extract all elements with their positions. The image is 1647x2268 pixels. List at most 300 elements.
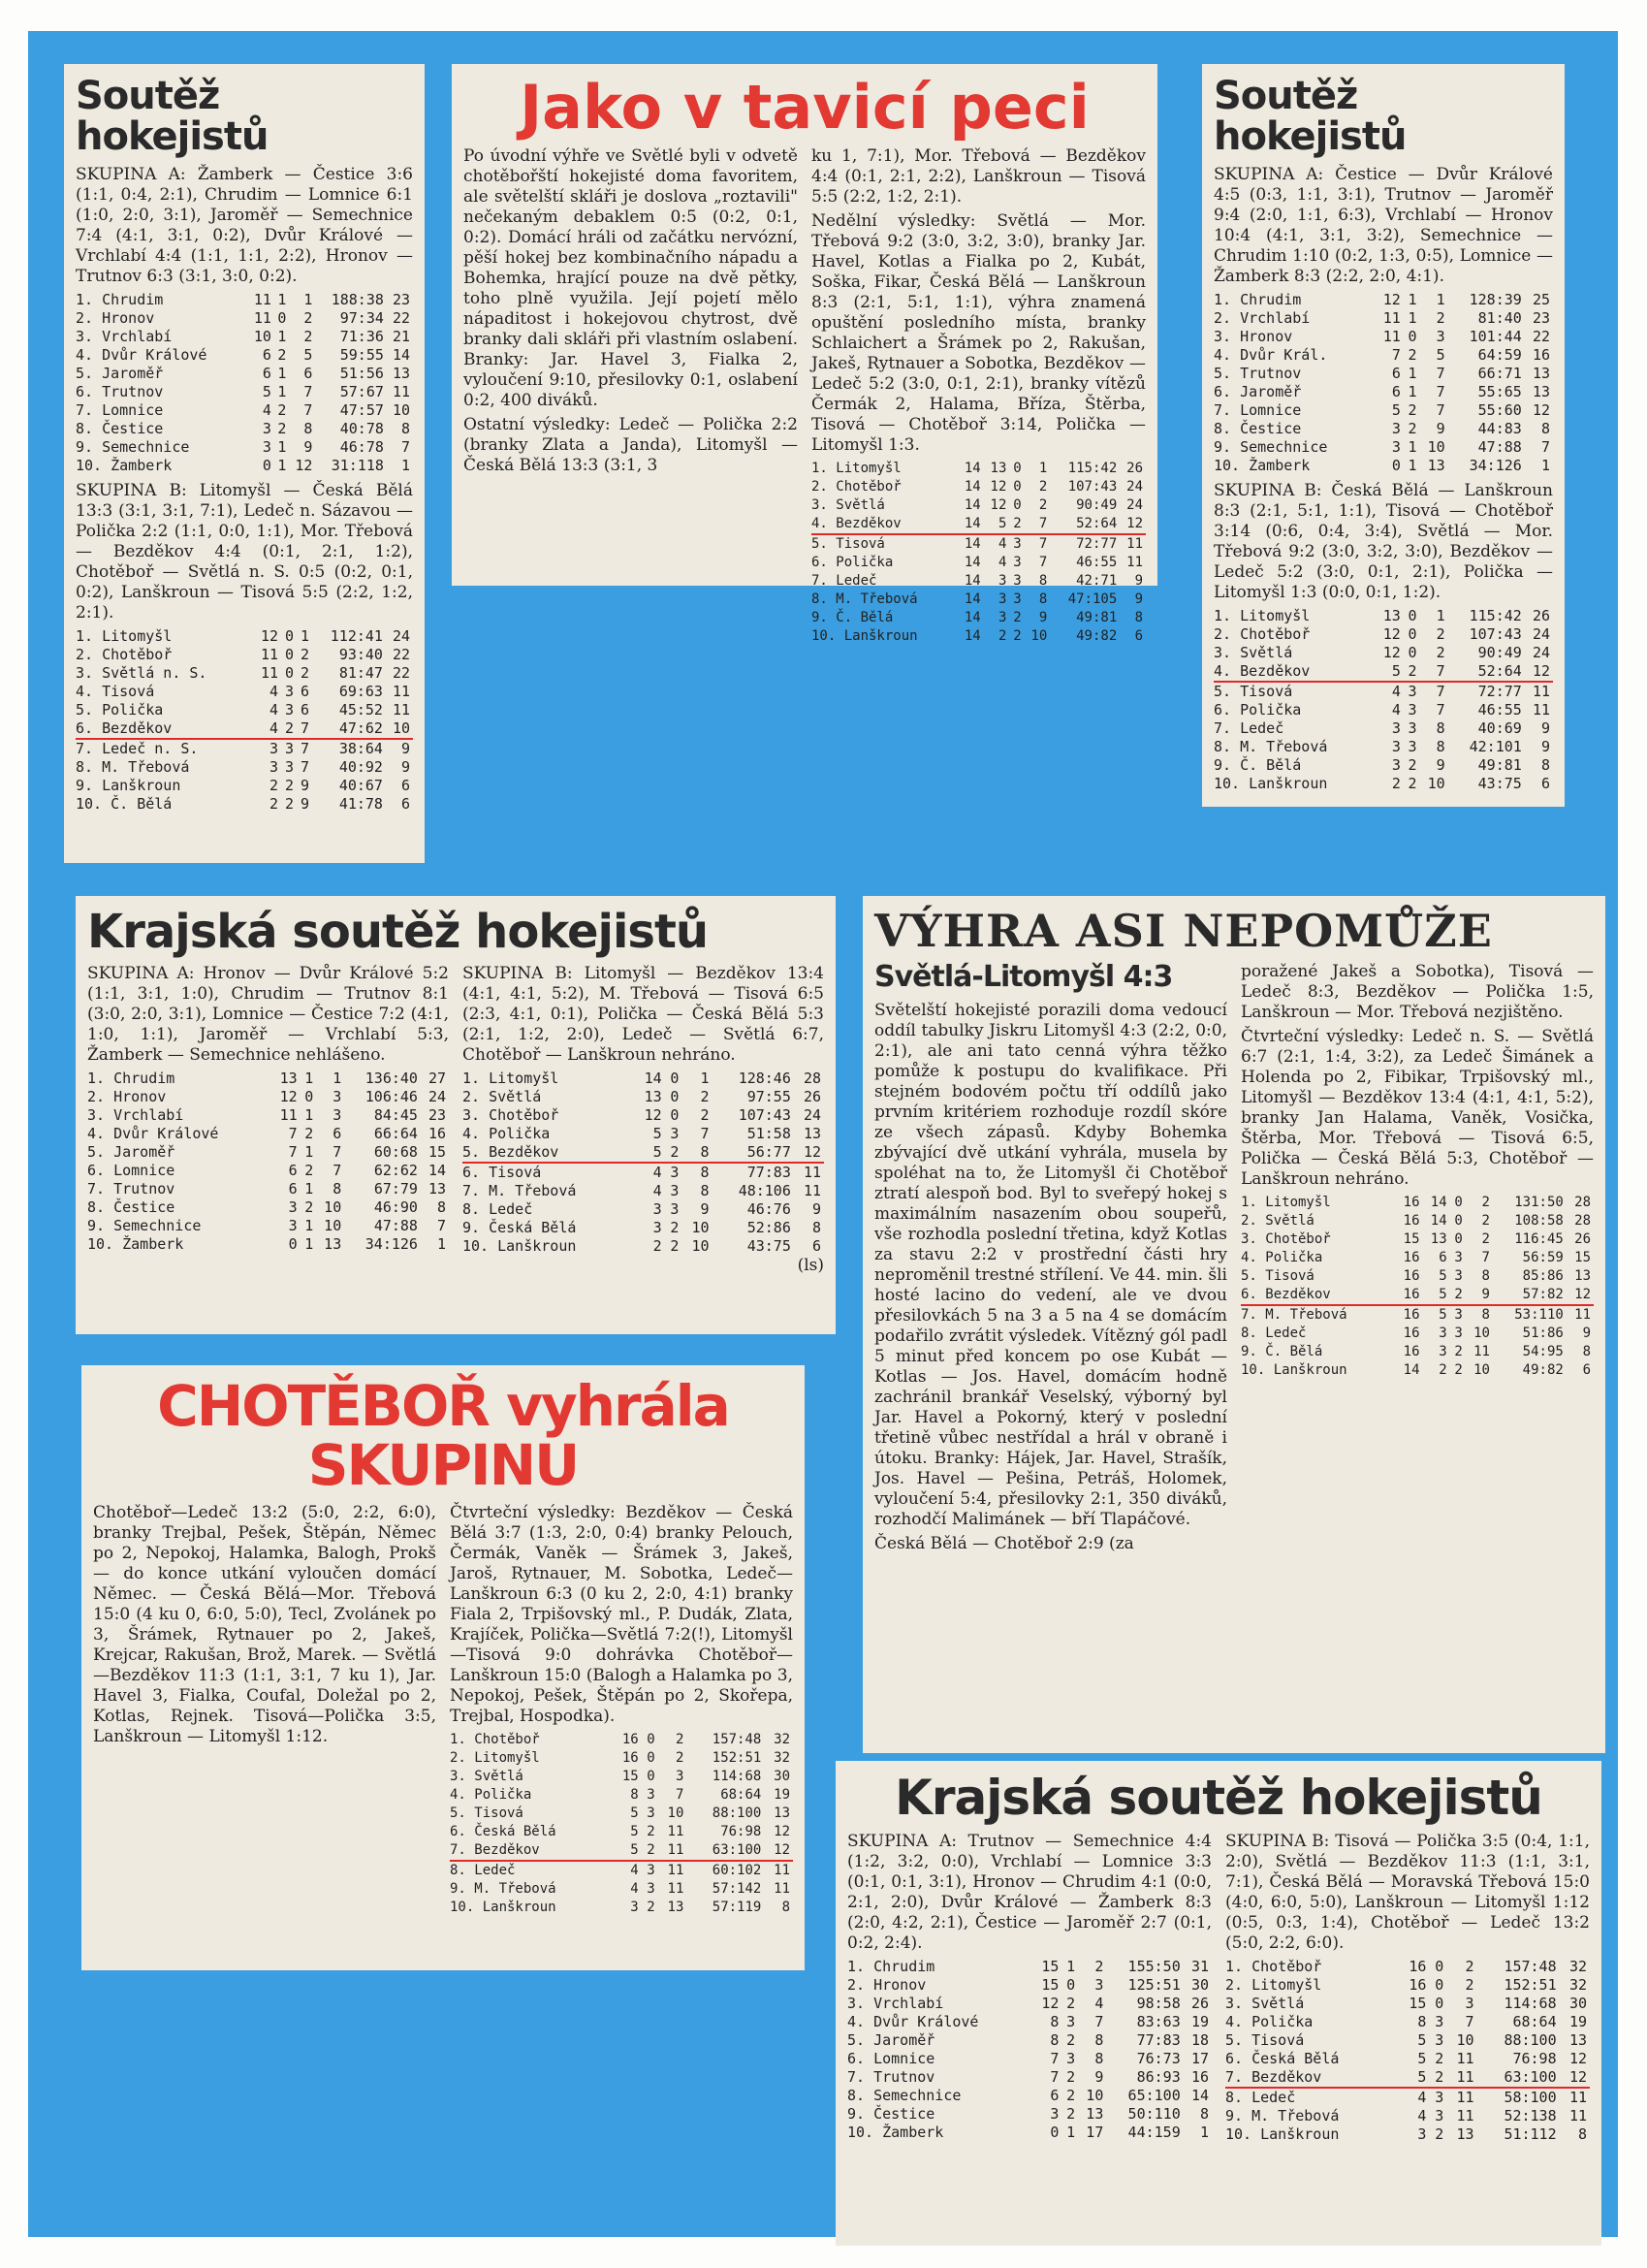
team-cell: 1. Chotěboř bbox=[450, 1731, 540, 1747]
stat-cell: 11 bbox=[803, 1182, 821, 1200]
stat-cell: 11 bbox=[1473, 1344, 1490, 1360]
team-cell: 3. Hronov bbox=[1214, 328, 1293, 345]
stat-cell: 1 bbox=[1436, 291, 1445, 308]
stat-cell: 3 bbox=[269, 758, 278, 776]
standings-row bbox=[847, 1995, 1212, 2013]
standings-table-a bbox=[87, 1070, 449, 1254]
standings-row bbox=[1214, 438, 1553, 457]
standings-row bbox=[811, 534, 1146, 554]
stat-cell: 14 bbox=[964, 555, 981, 571]
stat-cell: 13 bbox=[667, 1899, 684, 1915]
stat-cell: 7 bbox=[1391, 346, 1401, 364]
stat-cell: 9 bbox=[1134, 591, 1143, 608]
stat-cell: 27 bbox=[428, 1070, 446, 1088]
standings-row bbox=[76, 346, 413, 365]
stat-cell: 2 bbox=[1465, 1957, 1474, 1975]
stat-cell: 11 bbox=[1126, 555, 1143, 571]
stat-cell: 3 bbox=[269, 740, 278, 757]
stat-cell: 28 bbox=[803, 1070, 821, 1088]
standings-row bbox=[462, 1219, 824, 1237]
standings-row bbox=[76, 646, 413, 664]
stat-cell: 3 bbox=[1408, 683, 1417, 700]
stat-cell: 6 bbox=[1439, 1250, 1447, 1266]
stat-cell: 125:51 bbox=[1127, 1975, 1181, 1994]
stat-cell: 7 bbox=[1436, 401, 1445, 419]
stat-cell: 8 bbox=[1038, 573, 1048, 590]
results-paragraph: SKUPINA B: Tisová — Polička 3:5 (0:4, 1:1, 2:0), Světlá — Bezděkov 11:3 (1:1, 3:1, 7:1), Česká Bělá — Moravská Třebová 15:0 (4:0, 6:0, 5:0), Lanškroun — Litomyšl 1:12 (0:5, 0:3, 1:4), Chotěboř — Ledeč 13:2 (5:0, 2:2, 6:0). bbox=[1225, 1831, 1590, 1953]
team-cell: 4. Polička bbox=[1241, 1250, 1323, 1266]
stat-cell: 3 bbox=[1435, 2106, 1444, 2124]
stat-cell: 2 bbox=[1435, 2049, 1444, 2067]
stat-cell: 9 bbox=[1540, 738, 1550, 755]
stat-cell: 52:138 bbox=[1504, 2106, 1557, 2124]
team-cell: 2. Hronov bbox=[76, 309, 155, 327]
standings-row bbox=[1214, 309, 1553, 328]
stat-cell: 3 bbox=[1435, 2030, 1444, 2049]
article-text: poražené Jakeš a Sobotka), Tisová — Ledeč 8:3, Bezděkov — Polička 1:5, Lanškroun — Mor. Třebová nezjištěno. bbox=[1241, 962, 1594, 1023]
standings-row bbox=[87, 1088, 449, 1106]
team-cell: 7. Lomnice bbox=[76, 401, 164, 419]
standings-row bbox=[1214, 719, 1553, 738]
team-cell: 6. Česká Bělá bbox=[450, 1823, 556, 1839]
stat-cell: 6 bbox=[262, 346, 271, 364]
stat-cell: 0 bbox=[1408, 625, 1417, 643]
standings-row bbox=[76, 777, 413, 795]
team-cell: 5. Jaroměř bbox=[87, 1143, 175, 1162]
team-cell: 7. Ledeč bbox=[811, 573, 877, 590]
stat-cell: 0 bbox=[1050, 2123, 1060, 2141]
stat-cell: 7 bbox=[436, 1217, 446, 1235]
stat-cell: 8 bbox=[1050, 2030, 1060, 2049]
stat-cell: 9 bbox=[400, 740, 410, 757]
stat-cell: 12 bbox=[794, 1143, 824, 1163]
stat-cell: 10 bbox=[1427, 775, 1445, 792]
stat-cell: 3 bbox=[1454, 1307, 1463, 1324]
stat-cell: 1 bbox=[277, 365, 287, 382]
article-text: Chotěboř—Ledeč 13:2 (5:0, 2:2, 6:0), branky Trejbal, Pešek, Štěpán, Němec po 2, Nepokoj, Halamka, Balogh, Prokš — do konce utkání vyloučen domácí Němec. — Česká Bělá—Mor. Třebová 15:0 (4 ku 0, 6:0, 5:0), Tecl, Zvolánek po 3, Šrámek, Rytnauer po 2, Jakeš, Krejcar, Rakušan, Brož, Marek. — Světlá—Bezděkov 11:3 (1:1, 3:1, 7 ku 1), Jar. Havel 3, Fialka, Coufal, Doležal po 2, Kotlas, Rejnek. Tisová—Polička 3:5, Lanškroun — Litomyšl 1:12. bbox=[93, 1502, 436, 1746]
standings-row bbox=[1241, 1194, 1594, 1212]
team-cell: 3. Chotěboř bbox=[462, 1106, 559, 1125]
stat-cell: 3 bbox=[647, 1805, 655, 1821]
stat-cell: 46:76 bbox=[746, 1200, 791, 1219]
stat-cell: 3 bbox=[1408, 738, 1417, 755]
stat-cell: 11 bbox=[1532, 701, 1550, 719]
team-cell: 10. Č. Bělá bbox=[76, 795, 173, 813]
stat-cell: 2 bbox=[670, 1237, 680, 1256]
team-cell: 8. M. Třebová bbox=[76, 758, 190, 776]
team-cell: 2. Světlá bbox=[1241, 1213, 1314, 1230]
stat-cell: 4 bbox=[652, 1164, 662, 1182]
team-cell: 6. Lomnice bbox=[847, 2049, 935, 2067]
stat-cell: 11 bbox=[1456, 2049, 1474, 2067]
stat-cell: 8 bbox=[333, 1180, 342, 1198]
stat-cell: 14 bbox=[1190, 2086, 1209, 2104]
standings-row bbox=[1225, 2031, 1590, 2050]
stat-cell: 12 bbox=[1382, 625, 1401, 643]
team-cell: 3. Vrchlabí bbox=[87, 1106, 184, 1125]
stat-cell: 2 bbox=[1454, 1362, 1463, 1379]
stat-cell: 0 bbox=[1454, 1213, 1463, 1230]
stat-cell: 4 bbox=[262, 401, 271, 419]
stat-cell: 8 bbox=[1094, 2049, 1104, 2067]
team-cell: 2. Vrchlabí bbox=[1214, 309, 1311, 327]
team-cell: 2. Litomyšl bbox=[450, 1749, 540, 1766]
team-cell: 3. Světlá bbox=[811, 497, 885, 514]
team-cell: 2. Hronov bbox=[847, 1975, 927, 1994]
team-cell: 10. Žamberk bbox=[1214, 457, 1311, 474]
stat-cell: 8 bbox=[1417, 2012, 1427, 2030]
stat-cell: 17 bbox=[1190, 2049, 1209, 2067]
team-cell: 3. Světlá n. S. bbox=[76, 664, 207, 682]
standings-row bbox=[1225, 1958, 1590, 1976]
stat-cell: 1 bbox=[1408, 457, 1417, 474]
stat-cell: 21 bbox=[392, 328, 410, 345]
stat-cell: 7 bbox=[1094, 2012, 1104, 2030]
stat-cell: 0 bbox=[284, 627, 294, 645]
stat-cell: 18 bbox=[1190, 2030, 1209, 2049]
stat-cell: 14 bbox=[1430, 1195, 1447, 1211]
stat-cell: 14 bbox=[964, 536, 981, 553]
stat-cell: 51:56 bbox=[339, 365, 384, 382]
stat-cell: 22 bbox=[392, 309, 410, 327]
stat-cell: 97:55 bbox=[746, 1088, 791, 1106]
stat-cell: 3 bbox=[647, 1880, 655, 1897]
stat-cell: 128:46 bbox=[738, 1070, 791, 1088]
team-cell: 1. Chrudim bbox=[87, 1070, 175, 1088]
stat-cell: 3 bbox=[1391, 738, 1401, 755]
standings-table-b bbox=[1225, 1958, 1590, 2144]
standings-table-b bbox=[76, 627, 413, 814]
stat-cell: 55:60 bbox=[1477, 401, 1522, 419]
stat-cell: 3 bbox=[1408, 719, 1417, 737]
stat-cell: 13 bbox=[324, 1235, 342, 1254]
team-cell: 7. Ledeč n. S. bbox=[76, 740, 199, 757]
team-cell: 7. Lomnice bbox=[1214, 401, 1302, 419]
stat-cell: 6 bbox=[300, 701, 309, 719]
stat-cell: 2 bbox=[304, 1162, 314, 1180]
stat-cell: 3 bbox=[670, 1164, 680, 1182]
team-cell: 1. Litomyšl bbox=[76, 627, 173, 645]
stat-cell: 10 bbox=[324, 1198, 342, 1217]
stat-cell: 8 bbox=[303, 420, 313, 437]
stat-cell: 14 bbox=[964, 610, 981, 626]
stat-cell: 66:64 bbox=[373, 1125, 418, 1143]
standings-row bbox=[76, 719, 413, 739]
stat-cell: 0 bbox=[1435, 1957, 1444, 1975]
stat-cell: 13 bbox=[1086, 2104, 1104, 2123]
stat-cell: 25 bbox=[1532, 291, 1550, 308]
stat-cell: 84:45 bbox=[373, 1106, 418, 1125]
clipping-soutez-2 bbox=[1202, 64, 1565, 807]
standings-row bbox=[450, 1823, 793, 1841]
author-signature: (ls) bbox=[797, 1256, 824, 1276]
standings-row bbox=[1214, 365, 1553, 383]
team-cell: 5. Tisová bbox=[450, 1805, 523, 1821]
standings-row bbox=[847, 2031, 1212, 2050]
stat-cell: 49:82 bbox=[1522, 1362, 1564, 1379]
stat-cell: 9 bbox=[1582, 1326, 1591, 1342]
stat-cell: 10 bbox=[386, 719, 413, 739]
stat-cell: 2 bbox=[675, 1749, 684, 1766]
stat-cell: 16 bbox=[1403, 1344, 1420, 1360]
standings-row bbox=[1214, 607, 1553, 625]
standings-row bbox=[450, 1786, 793, 1805]
stat-cell: 49:81 bbox=[1076, 610, 1118, 626]
clipping-headline: CHOTĚBOŘ vyhrála SKUPINU bbox=[157, 1373, 729, 1498]
clipping-headline: Krajská soutěž hokejistů bbox=[87, 905, 709, 959]
stat-cell: 64:59 bbox=[1477, 346, 1522, 364]
results-paragraph: SKUPINA A: Hronov — Dvůr Králové 5:2 (1:1, 3:1, 1:0), Chrudim — Trutnov 8:1 (3:0, 2:0, 3:1), Lomnice — Čestice 7:2 (4:1, 1:0, 1:1), Jaroměř — Vrchlabí 5:3, Žamberk — Semechnice nehlášeno. bbox=[87, 964, 449, 1066]
stat-cell: 2 bbox=[1436, 309, 1445, 327]
stat-cell: 8 bbox=[700, 1182, 710, 1200]
stat-cell: 11 bbox=[658, 1841, 687, 1861]
clipping-chotebor-vyhrala-skupinu bbox=[81, 1365, 805, 1970]
stat-cell: 2 bbox=[1481, 1231, 1490, 1248]
team-cell: 8. Ledeč bbox=[1225, 2088, 1296, 2106]
team-cell: 4. Dvůr Král. bbox=[1214, 346, 1328, 364]
stat-cell: 2 bbox=[652, 1237, 662, 1256]
stat-cell: 11 bbox=[1456, 2106, 1474, 2124]
stat-cell: 6 bbox=[1391, 365, 1401, 382]
stat-cell: 53:110 bbox=[1514, 1307, 1564, 1324]
standings-row bbox=[1214, 625, 1553, 644]
stat-cell: 1 bbox=[304, 1143, 314, 1162]
stat-cell: 2 bbox=[304, 1198, 314, 1217]
stat-cell: 2 bbox=[665, 1143, 682, 1163]
stat-cell: 13 bbox=[990, 461, 1007, 477]
stat-cell: 8 bbox=[630, 1786, 639, 1803]
stat-cell: 11 bbox=[253, 309, 271, 327]
team-cell: 6. Jaroměř bbox=[1214, 383, 1302, 400]
stat-cell: 115:42 bbox=[1469, 607, 1522, 624]
standings-table bbox=[450, 1731, 793, 1917]
standings-row bbox=[811, 627, 1146, 646]
team-cell: 5. Jaroměř bbox=[847, 2030, 935, 2049]
standings-row bbox=[1225, 2013, 1590, 2031]
stat-cell: 11 bbox=[1456, 2088, 1474, 2106]
stat-cell: 11 bbox=[392, 683, 410, 700]
stat-cell: 6 bbox=[1050, 2086, 1060, 2104]
team-cell: 1. Chrudim bbox=[847, 1957, 935, 1975]
stat-cell: 5 bbox=[1376, 662, 1404, 682]
team-cell: 2. Světlá bbox=[462, 1088, 542, 1106]
stat-cell: 8 bbox=[436, 1198, 446, 1217]
stat-cell: 11 bbox=[774, 1880, 790, 1897]
stat-cell: 3 bbox=[1435, 2012, 1444, 2030]
standings-row bbox=[811, 554, 1146, 572]
stat-cell: 112:41 bbox=[330, 627, 383, 645]
stat-cell: 97:34 bbox=[339, 309, 384, 327]
stat-cell: 2 bbox=[1066, 2030, 1076, 2049]
article-text: Nedělní výsledky: Světlá — Mor. Třebová 9:2 (3:0, 3:2, 3:0), branky Jar. Havel, Kotlas a Fialka po 2, Kubát, Soška, Fikar, Česká Bělá — Lanškroun 8:3 (2:1, 5:1, 1:1), výhra znamená opuštění posledního místa, branky Schlaichert a Šrámek po 2, Rakušan, Jakeš, Rytnauer a Sobotka, Bezděkov — Ledeč 5:2 (3:0, 0:1, 2:1), branky vítězů Čermák 2, Halama, Bříza, Štěrba, Tisová — Chotěboř 3:14, Polička — Litomyšl 1:3. bbox=[811, 211, 1146, 456]
team-cell: 9. M. Třebová bbox=[450, 1880, 556, 1897]
standings-row bbox=[1241, 1343, 1594, 1361]
stat-cell: 1 bbox=[400, 457, 410, 474]
stat-cell: 14 bbox=[964, 591, 981, 608]
stat-cell: 5 bbox=[630, 1823, 639, 1839]
team-cell: 9. Česká Bělá bbox=[462, 1219, 577, 1237]
team-cell: 8. Semechnice bbox=[847, 2086, 962, 2104]
stat-cell: 63:100 bbox=[1477, 2068, 1560, 2088]
stat-cell: 86:93 bbox=[1136, 2067, 1181, 2086]
team-cell: 3. Světlá bbox=[450, 1768, 523, 1784]
stat-cell: 6 bbox=[1391, 383, 1401, 400]
clipping-krajska-soutez-1 bbox=[76, 896, 836, 1334]
team-cell: 6. Tisová bbox=[462, 1164, 542, 1182]
stat-cell: 85:86 bbox=[1522, 1268, 1564, 1285]
team-cell: 9. Lanškroun bbox=[76, 777, 181, 794]
results-paragraph: SKUPINA B: Česká Bělá — Lanškroun 8:3 (2:1, 5:1, 1:1), Tisová — Chotěboř 3:14 (0:6, 0:4, 3:4), Světlá — Mor. Třebová 9:2 (3:0, 3:2, 3:0), Bezděkov — Ledeč 5:2 (3:0, 0:1, 2:1), Polička — Litomyšl 1:3 (0:0, 0:1, 1:2). bbox=[1214, 481, 1553, 602]
stat-cell: 8 bbox=[1436, 719, 1445, 737]
stat-cell: 2 bbox=[1408, 756, 1417, 774]
stat-cell: 57:82 bbox=[1493, 1286, 1567, 1305]
stat-cell: 8 bbox=[1481, 1307, 1490, 1324]
stat-cell: 1 bbox=[1436, 607, 1445, 624]
stat-cell: 0 bbox=[304, 1088, 314, 1106]
stat-cell: 62:62 bbox=[373, 1162, 418, 1180]
stat-cell: 1 bbox=[1408, 438, 1417, 456]
stat-cell: 6 bbox=[811, 1237, 821, 1256]
stat-cell: 11 bbox=[392, 383, 410, 400]
stat-cell: 107:43 bbox=[1469, 625, 1522, 643]
stat-cell: 3 bbox=[1094, 1975, 1104, 1994]
stat-cell: 57:119 bbox=[712, 1899, 762, 1915]
stat-cell: 3 bbox=[998, 610, 1007, 626]
article-text: Česká Bělá — Chotěboř 2:9 (za bbox=[874, 1533, 1134, 1553]
stat-cell: 12 bbox=[1120, 515, 1146, 534]
stat-cell: 5 bbox=[635, 1143, 665, 1163]
standings-row bbox=[1214, 328, 1553, 346]
team-cell: 4. Bezděkov bbox=[811, 515, 958, 534]
stat-cell: 12 bbox=[1041, 1994, 1060, 2012]
standings-row bbox=[811, 460, 1146, 478]
stat-cell: 16 bbox=[1403, 1213, 1420, 1230]
standings-row bbox=[76, 328, 413, 346]
stat-cell: 6 bbox=[288, 1180, 298, 1198]
stat-cell: 3 bbox=[1066, 2012, 1076, 2030]
stat-cell: 4 bbox=[998, 536, 1007, 553]
standings-row bbox=[811, 609, 1146, 627]
team-cell: 6. Polička bbox=[811, 555, 894, 571]
stat-cell: 9 bbox=[700, 1200, 710, 1219]
stat-cell: 3 bbox=[1408, 701, 1417, 719]
standings-row bbox=[1225, 2050, 1590, 2068]
stat-cell: 5 bbox=[984, 515, 1010, 534]
team-cell: 5. Tisová bbox=[811, 536, 885, 553]
stat-cell: 9 bbox=[303, 438, 313, 456]
stat-cell: 1 bbox=[303, 291, 313, 308]
stat-cell: 77:83 bbox=[746, 1164, 791, 1182]
stat-cell: 7 bbox=[400, 438, 410, 456]
stat-cell: 14 bbox=[958, 515, 984, 534]
team-cell: 9. Semechnice bbox=[1214, 438, 1328, 456]
stat-cell: 69:63 bbox=[338, 683, 383, 700]
results-paragraph: SKUPINA A: Čestice — Dvůr Králové 4:5 (0:3, 1:1, 3:1), Trutnov — Jaroměř 9:4 (2:0, 1:1, 6:3), Vrchlabí — Hronov 10:4 (4:1, 3:1, 3:2), Semechnice — Chrudim 1:10 (0:2, 1:3, 0:5), Lomnice — Žamberk 8:3 (2:2, 2:0, 4:1). bbox=[1214, 165, 1553, 286]
stat-cell: 24 bbox=[1126, 479, 1143, 495]
stat-cell: 16 bbox=[1409, 1975, 1427, 1994]
standings-row bbox=[76, 627, 413, 646]
stat-cell: 1 bbox=[304, 1070, 314, 1088]
stat-cell: 12 bbox=[990, 479, 1007, 495]
standings-row bbox=[1214, 738, 1553, 756]
team-cell: 4. Dvůr Králové bbox=[847, 2012, 979, 2030]
stat-cell: 65:100 bbox=[1127, 2086, 1181, 2104]
stat-cell: 76:98 bbox=[720, 1823, 762, 1839]
stat-cell: 14 bbox=[392, 346, 410, 364]
stat-cell: 8 bbox=[1094, 2030, 1104, 2049]
stat-cell: 3 bbox=[284, 683, 294, 700]
stat-cell: 7 bbox=[1436, 383, 1445, 400]
stat-cell: 8 bbox=[1481, 1268, 1490, 1285]
stat-cell: 1 bbox=[277, 291, 287, 308]
standings-row bbox=[76, 457, 413, 475]
stat-cell: 0 bbox=[1408, 644, 1417, 661]
team-cell: 6. Lomnice bbox=[87, 1162, 175, 1180]
standings-row bbox=[1225, 2088, 1590, 2107]
stat-cell: 3 bbox=[647, 1862, 655, 1878]
clipping-jako-v-tavici-peci bbox=[452, 64, 1157, 645]
stat-cell: 2 bbox=[303, 309, 313, 327]
stat-cell: 188:38 bbox=[331, 291, 384, 308]
article-text: Po úvodní výhře ve Světlé byli v odvetě chotěbořští hokejisté doma favoritem, ale světelští skláři je doslova „roztavili" nečekaným debaklem 0:5 (0:2, 0:1, 0:2). Domácí hráli od začátku nervózní, pěší hokej bez kombinačního nápadu a Bohemka, hrající pouze na dvě pětky, toho plně využila. Její pojetí mělo nápaditost i hokejovou chytrost, dvě branky dali skláři při vlastním oslabení. Branky: Jar. Havel 3, Fialka 2, vyloučení 9:10, přesilovky 0:1, oslabení 0:2, 400 diváků. bbox=[463, 146, 798, 411]
stat-cell: 2 bbox=[642, 1841, 658, 1861]
stat-cell: 101:44 bbox=[1469, 328, 1522, 345]
stat-cell: 16 bbox=[1403, 1195, 1420, 1211]
stat-cell: 57:142 bbox=[712, 1880, 762, 1897]
stat-cell: 14 bbox=[428, 1162, 446, 1180]
stat-cell: 17 bbox=[1086, 2123, 1104, 2141]
standings-row bbox=[1214, 291, 1553, 309]
stat-cell: 2 bbox=[304, 1125, 314, 1143]
team-cell: 4. Dvůr Králové bbox=[76, 346, 207, 364]
stat-cell: 5 bbox=[1439, 1268, 1447, 1285]
team-cell: 4. Polička bbox=[1225, 2012, 1314, 2030]
stat-cell: 14 bbox=[1430, 1213, 1447, 1230]
stat-cell: 56:59 bbox=[1522, 1250, 1564, 1266]
clipping-headline: Soutěž hokejistů bbox=[1214, 74, 1407, 159]
stat-cell: 9 bbox=[811, 1200, 821, 1219]
stat-cell: 26 bbox=[803, 1088, 821, 1106]
standings-row bbox=[462, 1200, 824, 1219]
stat-cell: 13 bbox=[279, 1070, 298, 1088]
stat-cell: 2 bbox=[1439, 1362, 1447, 1379]
stat-cell: 3 bbox=[1454, 1250, 1463, 1266]
stat-cell: 2 bbox=[281, 719, 297, 739]
stat-cell: 1 bbox=[436, 1235, 446, 1254]
stat-cell: 1 bbox=[277, 438, 287, 456]
stat-cell: 60:68 bbox=[373, 1143, 418, 1162]
stat-cell: 3 bbox=[1066, 2049, 1076, 2067]
stat-cell: 7 bbox=[700, 1125, 710, 1143]
stat-cell: 72:77 bbox=[1477, 683, 1522, 700]
team-cell: 10. Lanškroun bbox=[1225, 2124, 1340, 2143]
stat-cell: 1 bbox=[1066, 2123, 1076, 2141]
stat-cell: 7 bbox=[1038, 536, 1048, 553]
standings-row bbox=[76, 365, 413, 383]
stat-cell: 46:55 bbox=[1076, 555, 1118, 571]
stat-cell: 22 bbox=[392, 664, 410, 682]
stat-cell: 1 bbox=[277, 457, 287, 474]
stat-cell: 4 bbox=[1094, 1994, 1104, 2012]
stat-cell: 58:100 bbox=[1504, 2088, 1557, 2106]
stat-cell: 42:101 bbox=[1469, 738, 1522, 755]
stat-cell: 83:63 bbox=[1136, 2012, 1181, 2030]
stat-cell: 30 bbox=[774, 1768, 790, 1784]
standings-row bbox=[811, 591, 1146, 609]
stat-cell: 72:77 bbox=[1076, 536, 1118, 553]
team-cell: 10. Lanškroun bbox=[811, 628, 918, 645]
standings-row bbox=[76, 758, 413, 777]
